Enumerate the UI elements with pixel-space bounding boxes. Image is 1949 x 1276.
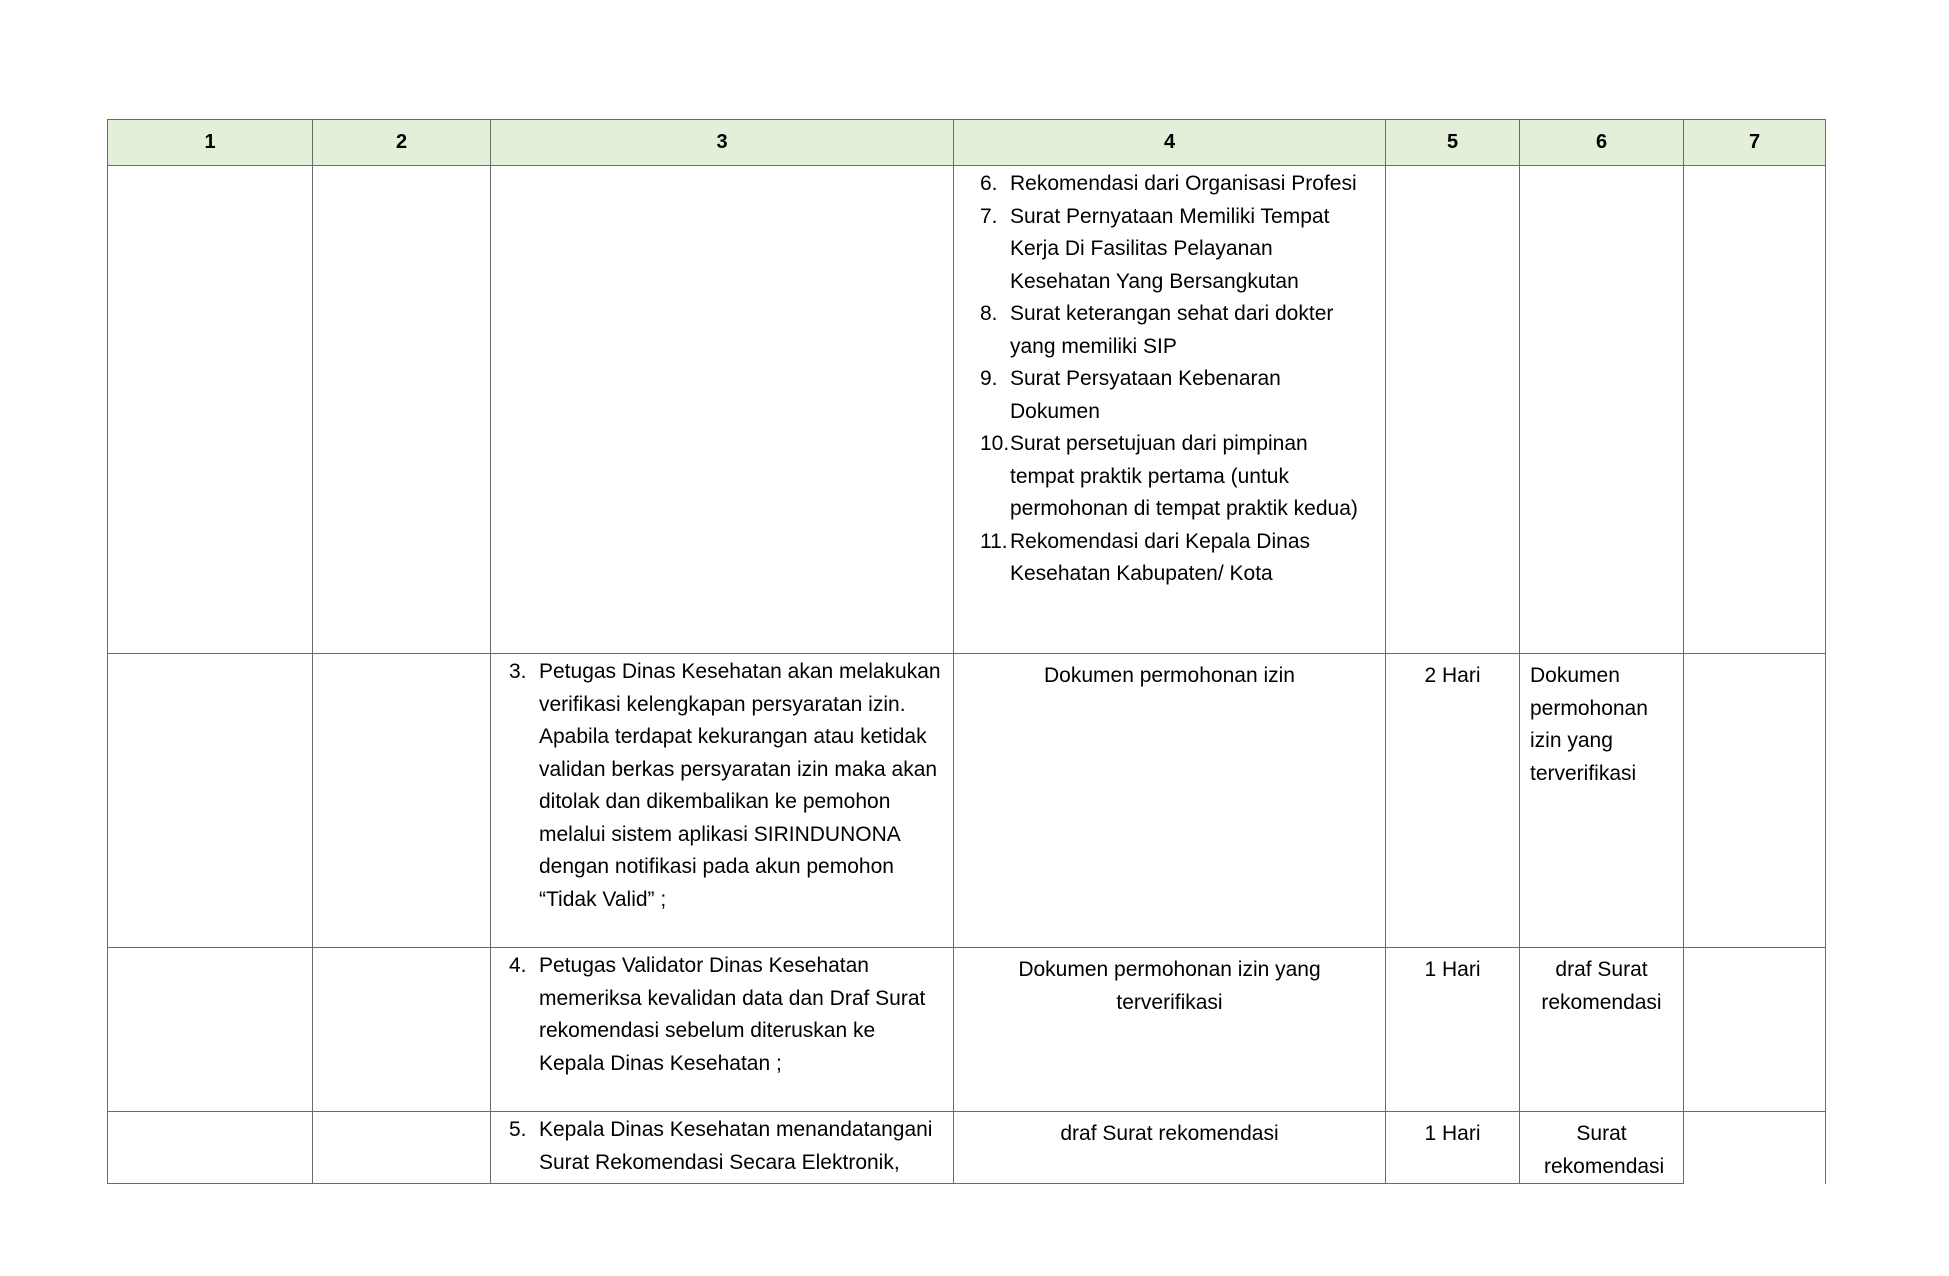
list-item: 9. Surat Persyataan Kebenaran Dokumen xyxy=(980,367,1281,423)
output-cell: Dokumen permohonan izin yang terverifikasi xyxy=(1520,654,1684,948)
table-row xyxy=(108,948,1826,1112)
step-cell xyxy=(491,948,954,1112)
header-col-7: 7 xyxy=(1684,120,1826,166)
procedure-table xyxy=(107,119,1826,1184)
input-cell: Dokumen permohonan izin yang terverifikasi xyxy=(954,948,1386,1112)
list-item: 10. Surat persetujuan dari pimpinan tempat praktik pertama (untuk permohonan di tempat praktik kedua) xyxy=(980,432,1358,520)
time-cell: 1 Hari xyxy=(1386,948,1520,1112)
time-cell: 1 Hari xyxy=(1386,1112,1520,1184)
header-col-4: 4 xyxy=(954,120,1386,166)
header-col-5: 5 xyxy=(1386,120,1520,166)
output-cell: draf Surat rekomendasi xyxy=(1520,948,1684,1112)
header-row xyxy=(108,120,1826,166)
table-cell xyxy=(491,166,954,654)
table-cell xyxy=(313,1112,491,1184)
table-cell xyxy=(313,654,491,948)
step-item: 5. Kepala Dinas Kesehatan menandatangani Surat Rekomendasi Secara Elektronik, xyxy=(509,1118,933,1174)
list-item: 7. Surat Pernyataan Memiliki Tempat Kerja Di Fasilitas Pelayanan Kesehatan Yang Bersangkutan xyxy=(980,204,1330,293)
table-cell xyxy=(108,166,313,654)
table-cell xyxy=(313,948,491,1112)
list-item: 6. Rekomendasi dari Organisasi Profesi xyxy=(980,172,1357,195)
table-cell xyxy=(313,166,491,654)
input-cell: draf Surat rekomendasi xyxy=(954,1112,1386,1184)
list-item: 11. Rekomendasi dari Kepala Dinas Kesehatan Kabupaten/ Kota xyxy=(980,529,1310,585)
list-item: 8. Surat keterangan sehat dari dokter yang memiliki SIP xyxy=(980,302,1334,358)
table-cell xyxy=(108,1112,313,1184)
header-col-1: 1 xyxy=(108,120,313,166)
step-cell xyxy=(491,654,954,948)
step-item: 4. Petugas Validator Dinas Kesehatan memeriksa kevalidan data dan Draf Surat rekomendasi sebelum diteruskan ke Kepala Dinas Kesehatan ; xyxy=(509,954,926,1075)
requirements-cell xyxy=(954,166,1386,654)
table-cell xyxy=(108,948,313,1112)
table-cell xyxy=(1684,166,1826,654)
input-cell: Dokumen permohonan izin xyxy=(954,654,1386,948)
table-cell xyxy=(1684,1112,1826,1184)
header-col-2: 2 xyxy=(313,120,491,166)
time-cell: 2 Hari xyxy=(1386,654,1520,948)
table-row xyxy=(108,166,1826,654)
table-cell xyxy=(1520,166,1684,654)
table-cell xyxy=(1684,654,1826,948)
table-row xyxy=(108,654,1826,948)
requirements-list xyxy=(980,168,1371,591)
header-col-6: 6 xyxy=(1520,120,1684,166)
table-row xyxy=(108,1112,1826,1184)
table-cell xyxy=(1684,948,1826,1112)
table-cell xyxy=(108,654,313,948)
header-col-3: 3 xyxy=(491,120,954,166)
output-cell: Surat rekomendasi xyxy=(1520,1112,1684,1184)
step-item: 3. Petugas Dinas Kesehatan akan melakukan verifikasi kelengkapan persyaratan izin. Apabila terdapat kekurangan atau ketidak validan berkas persyaratan izin maka akan ditolak dan dikembalikan ke pemohon melalui sistem aplikasi SIRINDUNONA dengan notifikasi pada akun pemohon “Tidak Valid” ; xyxy=(509,660,941,911)
step-cell xyxy=(491,1112,954,1184)
table-cell xyxy=(1386,166,1520,654)
